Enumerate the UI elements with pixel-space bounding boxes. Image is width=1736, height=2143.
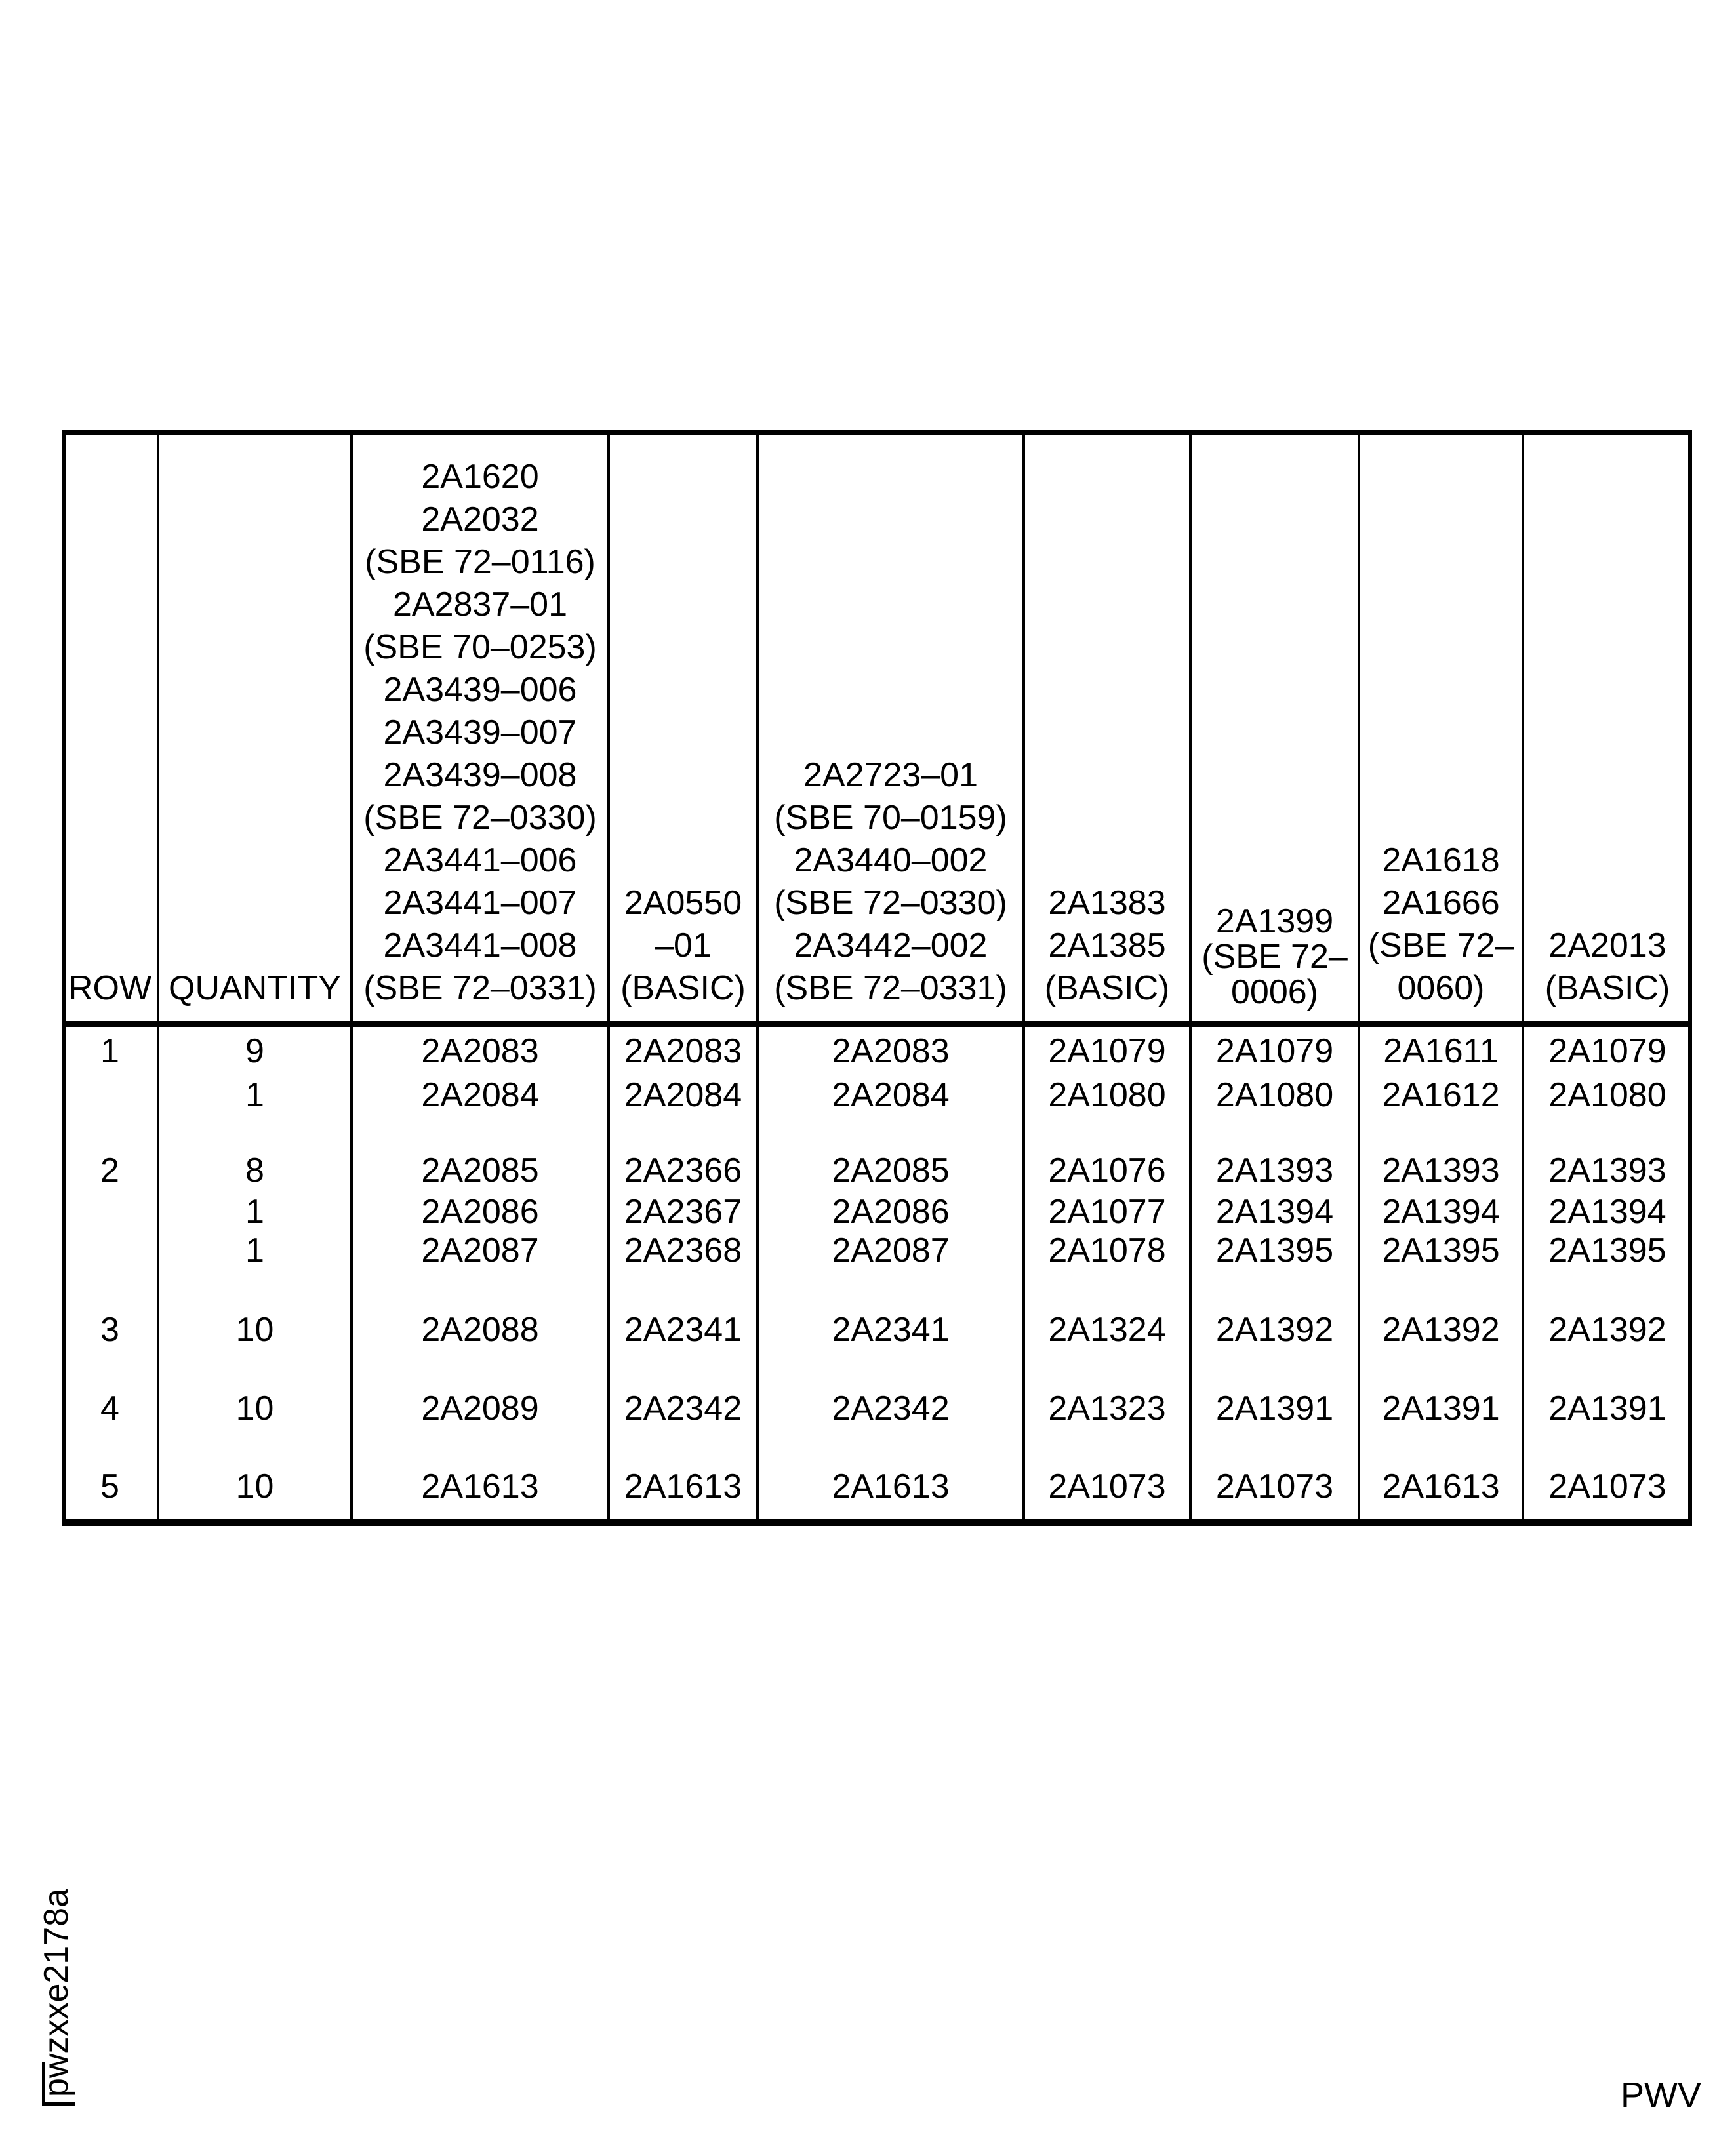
part-number: 2A2367	[624, 1193, 742, 1231]
part-number: 2A2341	[832, 1311, 950, 1349]
part-number: 2A1395	[1215, 1232, 1334, 1270]
part-number: 2A2084	[832, 1076, 950, 1114]
header-line: 2A2013	[1548, 927, 1666, 965]
header-line: 2A2723–01	[803, 756, 979, 794]
row-number: 3	[100, 1311, 119, 1349]
part-number: 2A1612	[1382, 1076, 1500, 1114]
quantity-value: 10	[235, 1390, 274, 1428]
page-code: PWV	[1620, 2075, 1701, 2115]
row-number	[62, 1191, 158, 1233]
table-row	[62, 1074, 1692, 1116]
part-number: 2A2368	[624, 1232, 742, 1270]
part-number: 2A1392	[1215, 1311, 1334, 1349]
artwork-id: pwzxxe2178a	[37, 1889, 75, 2097]
header-line: (SBE 72–	[1367, 927, 1514, 965]
part-number: 2A2341	[624, 1311, 742, 1349]
part-number: 2A2086	[832, 1193, 950, 1231]
header-line: 2A1618	[1382, 841, 1500, 879]
header-line: (BASIC)	[620, 969, 746, 1007]
part-number: 2A2088	[421, 1311, 539, 1349]
quantity-value: 10	[235, 1468, 274, 1506]
quantity-value: 1	[245, 1076, 264, 1114]
part-number: 2A2087	[421, 1232, 539, 1270]
part-number: 2A1079	[1048, 1032, 1166, 1070]
part-number: 2A1073	[1215, 1468, 1334, 1506]
quantity-value: 1	[245, 1193, 264, 1231]
header-line: 2A3441–006	[383, 841, 577, 879]
column-header-row	[63, 434, 157, 1020]
table-row	[62, 1150, 1692, 1192]
part-number: 2A2083	[624, 1032, 742, 1070]
header-line: 2A0550	[624, 884, 742, 922]
row-number: 2	[100, 1152, 119, 1190]
header-divider-rule	[62, 1021, 1692, 1027]
header-line: 2A2032	[421, 500, 539, 538]
header-line: (SBE 72–0331)	[363, 969, 597, 1007]
part-number: 2A1393	[1548, 1152, 1666, 1190]
part-number: 2A1613	[1382, 1468, 1500, 1506]
quantity-value: 10	[235, 1311, 274, 1349]
header-line: 2A1666	[1382, 884, 1500, 922]
header-line: 2A1383	[1048, 884, 1166, 922]
header-line: (SBE 72–	[1201, 938, 1348, 976]
header-line: 0060)	[1397, 969, 1485, 1007]
part-number: 2A2084	[624, 1076, 742, 1114]
part-number: 2A1324	[1048, 1311, 1166, 1349]
part-number: 2A1392	[1548, 1311, 1666, 1349]
part-number: 2A2083	[421, 1032, 539, 1070]
part-number: 2A1393	[1382, 1152, 1500, 1190]
row-number	[62, 1074, 158, 1116]
table-row	[62, 1191, 1692, 1233]
row-number	[62, 1230, 158, 1272]
part-number: 2A1393	[1215, 1152, 1334, 1190]
part-number: 2A2089	[421, 1390, 539, 1428]
header-line: 2A1399	[1215, 902, 1334, 940]
header-line: 2A2837–01	[392, 586, 568, 624]
header-line: 2A3439–007	[383, 713, 577, 751]
column-header-group-d	[1025, 434, 1189, 1020]
header-line: QUANTITY	[169, 969, 341, 1007]
table-row	[62, 1230, 1692, 1272]
part-number: 2A1613	[832, 1468, 950, 1506]
row-number: 5	[100, 1468, 119, 1506]
part-number: 2A1613	[421, 1468, 539, 1506]
header-line: (SBE 72–0116)	[365, 543, 595, 581]
header-line: 2A3439–006	[383, 671, 577, 709]
part-number: 2A1391	[1382, 1390, 1500, 1428]
header-line: 2A3441–008	[383, 927, 577, 965]
table-row	[62, 1466, 1692, 1508]
header-line: (SBE 70–0253)	[363, 628, 597, 666]
part-number: 2A1394	[1548, 1193, 1666, 1231]
part-number: 2A2366	[624, 1152, 742, 1190]
part-number: 2A1394	[1382, 1193, 1500, 1231]
header-line: (BASIC)	[1044, 969, 1170, 1007]
part-number: 2A1078	[1048, 1232, 1166, 1270]
part-number: 2A1073	[1048, 1468, 1166, 1506]
column-header-quantity	[159, 434, 350, 1020]
corner-bracket-horizontal	[42, 2102, 75, 2106]
header-line: 2A3439–008	[383, 756, 577, 794]
part-number: 2A1395	[1382, 1232, 1500, 1270]
row-number: 4	[100, 1390, 119, 1428]
header-line: (SBE 72–0330)	[774, 884, 1007, 922]
part-number: 2A2087	[832, 1232, 950, 1270]
header-line: 0006)	[1231, 973, 1318, 1011]
part-number: 2A2342	[624, 1390, 742, 1428]
header-line: –01	[655, 927, 712, 965]
part-number: 2A1080	[1548, 1076, 1666, 1114]
part-number: 2A1079	[1548, 1032, 1666, 1070]
table-row	[62, 1030, 1692, 1072]
header-line: 2A3441–007	[383, 884, 577, 922]
part-number: 2A1395	[1548, 1232, 1666, 1270]
header-line: 2A1385	[1048, 927, 1166, 965]
column-header-group-c	[759, 434, 1022, 1020]
header-line: 2A3442–002	[794, 927, 988, 965]
part-number: 2A2342	[832, 1390, 950, 1428]
table-row	[62, 1309, 1692, 1351]
part-number: 2A1080	[1215, 1076, 1334, 1114]
part-number: 2A1073	[1548, 1468, 1666, 1506]
part-number: 2A1080	[1048, 1076, 1166, 1114]
table-row	[62, 1388, 1692, 1430]
column-header-group-e	[1192, 434, 1358, 1020]
quantity-value: 9	[245, 1032, 264, 1070]
part-number: 2A1323	[1048, 1390, 1166, 1428]
part-number: 2A2086	[421, 1193, 539, 1231]
part-number: 2A1391	[1215, 1390, 1334, 1428]
header-line: 2A3440–002	[794, 841, 988, 879]
header-line: 2A1620	[421, 458, 539, 496]
part-number: 2A2085	[832, 1152, 950, 1190]
column-header-group-g	[1524, 434, 1691, 1020]
header-line: ROW	[68, 969, 152, 1007]
column-header-group-b	[610, 434, 756, 1020]
header-line: (SBE 72–0330)	[363, 799, 597, 837]
part-number: 2A1391	[1548, 1390, 1666, 1428]
column-header-group-f	[1360, 434, 1522, 1020]
part-number: 2A1394	[1215, 1193, 1334, 1231]
part-number: 2A1079	[1215, 1032, 1334, 1070]
part-number: 2A2084	[421, 1076, 539, 1114]
row-number: 1	[100, 1032, 119, 1070]
part-number: 2A1076	[1048, 1152, 1166, 1190]
quantity-value: 1	[245, 1232, 264, 1270]
part-number: 2A1611	[1383, 1032, 1499, 1070]
part-number: 2A1613	[624, 1468, 742, 1506]
header-line: (SBE 72–0331)	[774, 969, 1007, 1007]
header-line: (SBE 70–0159)	[774, 799, 1007, 837]
part-number: 2A2083	[832, 1032, 950, 1070]
part-number: 2A1077	[1048, 1193, 1166, 1231]
part-number: 2A1392	[1382, 1311, 1500, 1349]
part-number: 2A2085	[421, 1152, 539, 1190]
quantity-value: 8	[245, 1152, 264, 1190]
column-header-group-a	[353, 434, 607, 1020]
header-line: (BASIC)	[1544, 969, 1670, 1007]
